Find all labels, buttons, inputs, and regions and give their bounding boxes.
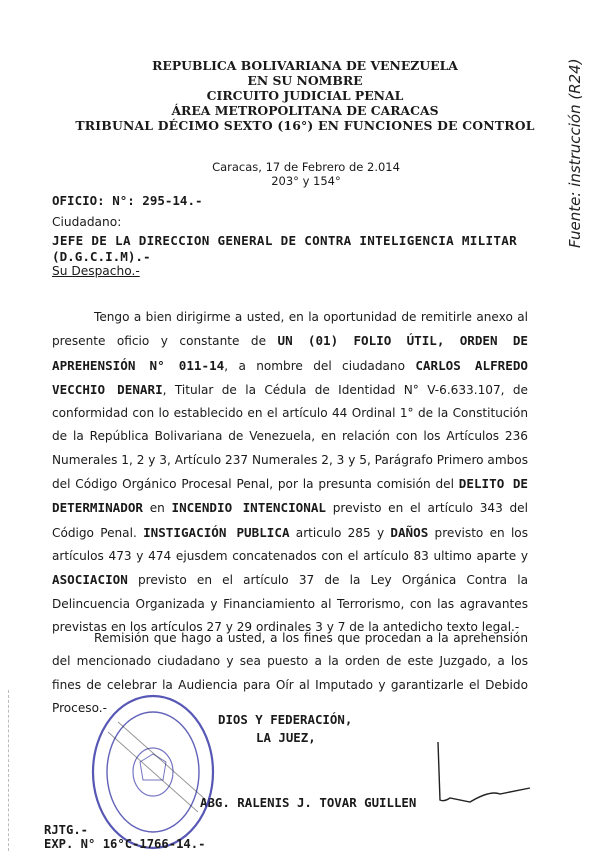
footer-expedient: EXP. N° 16°C-1766-14.-: [44, 837, 206, 851]
p1-citizen-name: CARLOS ALFREDO VECCHIO DENARI: [52, 357, 528, 397]
header-circuit: CIRCUITO JUDICIAL PENAL: [206, 88, 404, 103]
p1-text-6: articulo 285 y: [289, 525, 391, 540]
handwritten-margin-note: [548, 20, 594, 250]
p1-charge-4: DAÑOS: [390, 524, 429, 540]
margin-note-text: Fuente: instrucción (R24): [566, 58, 584, 248]
judge-name: ABG. RALENIS J. TOVAR GUILLEN: [200, 795, 417, 810]
recipient-despacho: Su Despacho.-: [52, 264, 140, 278]
p2-text: Remisión que hago a usted, a los fines que procedan a la aprehensión del mencionado ciudadano y sea puesto a la orden de este Juzgado, a los fines de celebrar la Audiencia para Oír al Imputado y garantizarle el Debido Proceso.-: [52, 631, 528, 715]
recipient-salutation: Ciudadano:: [52, 215, 122, 229]
body-paragraph-1: [52, 306, 528, 639]
footer-initials: RJTG.-: [44, 823, 89, 837]
date-city: Caracas, 17 de Febrero de 2.014: [212, 160, 400, 174]
header-country: REPUBLICA BOLIVARIANA DE VENEZUELA: [152, 58, 458, 73]
page-edge-mark: [0, 690, 9, 851]
p1-charge-2: INCENDIO INTENCIONAL: [171, 500, 326, 516]
document-date: [196, 160, 416, 188]
recipient-title: JEFE DE LA DIRECCION GENERAL DE CONTRA INTELIGENCIA MILITAR: [52, 233, 518, 248]
recipient-acronym: (D.G.C.I.M).-: [52, 249, 151, 264]
p1-order-number: UN (01) FOLIO ÚTIL, ORDEN DE APREHENSIÓN N° 011-14: [52, 333, 528, 373]
oficio-number: OFICIO: N°: 295-14.-: [52, 193, 203, 208]
closing-role: LA JUEZ,: [256, 730, 316, 745]
p1-text-3: , Titular de la Cédula de Identidad N° V-6.633.107, de conformidad con lo establecido en el artículo 44 Ordinal 1° de la Constitución de la República Bolivariana de Venezuela, en relación con los Artículos 236 Numerales 1, 2 y 3, Artículo 237 Numerales 2, 3 y 5, Parágrafo Primero ambos del Código Orgánico Procesal Penal, por la presunta comisión del: [52, 382, 529, 492]
p1-text-5: previsto en el artículo 343 del Código Penal.: [52, 501, 528, 540]
p1-text-8: previsto en el artículo 37 de la Ley Orgánica Contra la Delincuencia Organizada y Financiamiento al Terrorismo, con las agravantes previstas en los artículos 27 y 29 ordinales 3 y 7 de la antedicho texto legal.-: [52, 573, 528, 634]
p1-charge-1: DELITO DE DETERMINADOR: [52, 476, 528, 516]
date-years: 203° y 154°: [271, 174, 341, 188]
p1-text-7: previsto en los artículos 473 y 474 ejusdem concatenados con el artículo 83 ultimo aparte y: [52, 525, 529, 563]
p1-text-1: Tengo a bien dirigirme a usted, en la oportunidad de remitirle anexo al presente oficio y constante de: [52, 310, 528, 349]
header-area: ÁREA METROPOLITANA DE CARACAS: [171, 103, 439, 118]
court-seal-stamp: [88, 692, 218, 852]
p1-text-2: , a nombre del ciudadano: [224, 358, 416, 373]
p1-charge-5: ASOCIACION: [52, 572, 128, 588]
header-tribunal: TRIBUNAL DÉCIMO SEXTO (16°) EN FUNCIONES DE CONTROL: [75, 118, 535, 133]
header-name: EN SU NOMBRE: [247, 73, 363, 88]
p1-charge-3: INSTIGACIÓN PUBLICA: [143, 524, 290, 540]
judge-signature: [430, 740, 540, 810]
p1-text-4: en: [143, 501, 172, 516]
closing-motto: DIOS Y FEDERACIÓN,: [218, 712, 353, 727]
